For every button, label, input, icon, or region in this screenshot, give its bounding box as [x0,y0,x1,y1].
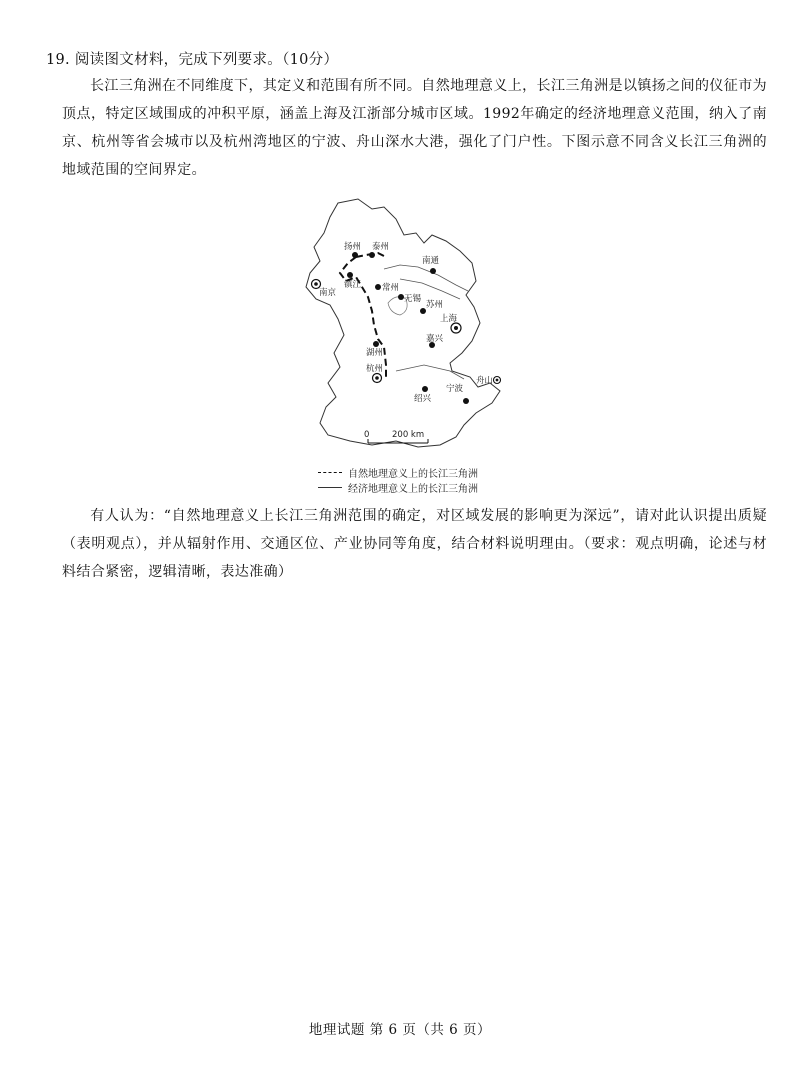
yangtze-delta-map [300,195,530,495]
prompt-paragraph [62,502,767,586]
city-markers [312,252,501,404]
economic-region-outline [306,199,500,447]
legend-dashed-line [318,472,342,473]
city-label-taizhou: 泰州 [372,242,390,252]
city-taizhou-dot [369,252,375,258]
city-zhoushan-core [496,379,499,382]
scale-distance-label: 200 km [392,430,425,440]
material-paragraph [62,72,767,184]
city-shanghai-core [454,326,458,330]
city-label-shanghai: 上海 [440,314,458,324]
natural-region-boundary [340,257,386,377]
city-changzhou-dot [375,284,381,290]
city-label-wuxi: 无锡 [404,294,422,304]
city-huzhou-dot [373,341,379,347]
city-label-jiaxing: 嘉兴 [426,334,444,344]
city-label-hangzhou: 杭州 [366,364,384,374]
legend-economic [318,480,478,495]
city-label-nanjing: 南京 [319,288,337,298]
scale-zero-label: 0 [364,430,370,440]
city-label-zhenjiang: 镇江 [344,280,362,290]
city-zhenjiang-dot [347,272,353,278]
city-label-huzhou: 湖州 [366,348,384,358]
map-legend [318,465,478,495]
city-label-suzhou: 苏州 [426,300,444,310]
legend-economic-label: 经济地理意义上的长江三角洲 [348,484,478,495]
city-label-nantong: 南通 [422,256,440,266]
city-label-zhoushan: 舟山 [476,376,494,386]
question-title: 19. 阅读图文材料，完成下列要求。（10分） [46,52,339,68]
city-label-changzhou: 常州 [382,283,400,293]
legend-natural [318,465,478,480]
city-yangzhou-dot [352,252,358,258]
page-footer: 地理试题 第 6 页（共 6 页） [308,1022,492,1038]
map-svg [300,195,530,455]
city-ningbo-dot [463,398,469,404]
city-label-shaoxing: 绍兴 [414,394,432,404]
city-shaoxing-dot [422,386,428,392]
city-label-ningbo: 宁波 [446,384,464,394]
city-label-yangzhou: 扬州 [344,242,362,252]
legend-solid-line [318,487,342,488]
city-nanjing-core [314,282,318,286]
city-nantong-dot [430,268,436,274]
city-hangzhou-core [375,376,379,380]
prompt-text: 有人认为：“自然地理意义上长江三角洲范围的确定，对区域发展的影响更为深远”，请对此认识提出质疑（表明观点），并从辐射作用、交通区位、产业协同等角度，结合材料说明理由。（要求：观点明确，论述与材料结合紧密，逻辑清晰，表达准确） [62,508,767,580]
material-text: 长江三角洲在不同维度下，其定义和范围有所不同。自然地理意义上，长江三角洲是以镇扬之间的仪征市为顶点，特定区域围成的冲积平原，涵盖上海及江浙部分城市区域。1992年确定的经济地理意义范围，纳入了南京、杭州等省会城市以及杭州湾地区的宁波、舟山深水大港，强化了门户性。下图示意不同含义长江三角洲的地域范围的空间界定。 [62,78,767,178]
legend-natural-label: 自然地理意义上的长江三角洲 [348,469,478,480]
